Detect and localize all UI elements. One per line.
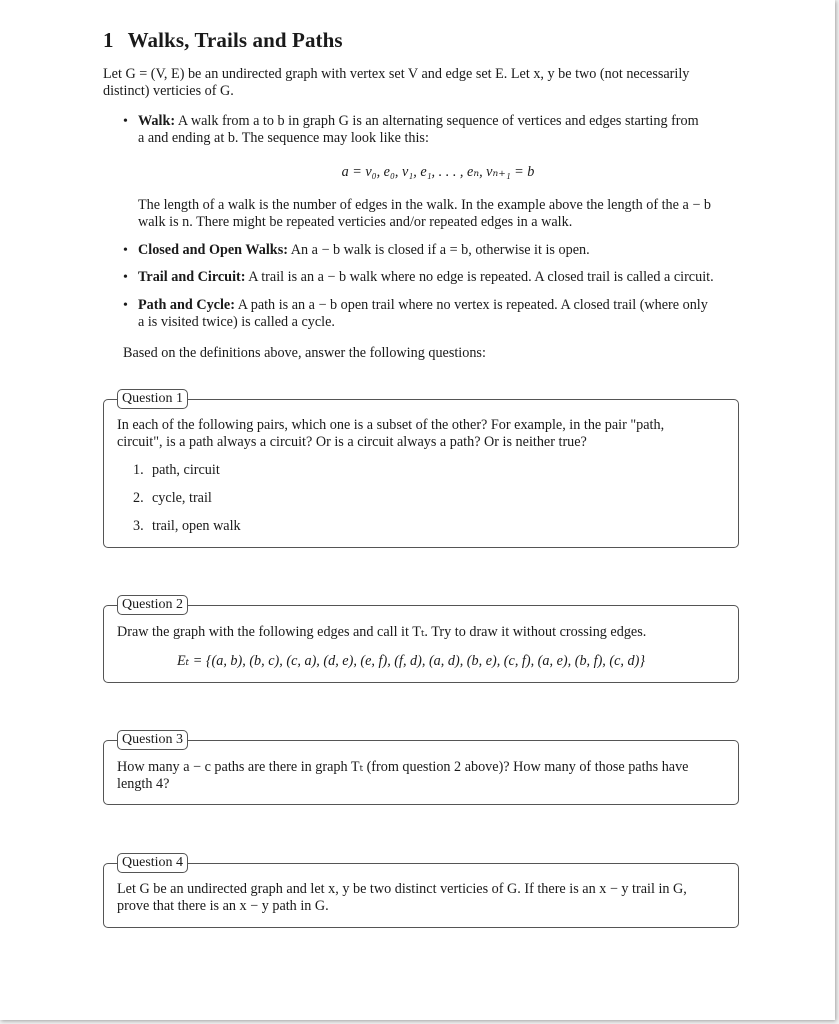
question-1-label: Question 1 <box>117 389 188 409</box>
question-1-line-1: In each of the following pairs, which one is a subset of the other? For example, in the pair "path, <box>117 417 665 433</box>
question-1-item-3: trail, open walk <box>152 518 241 534</box>
path-cycle-term: Path and Cycle: <box>138 297 235 313</box>
questions-prompt: Based on the definitions above, answer the following questions: <box>123 345 486 361</box>
bullet-closed-open: • <box>123 243 128 258</box>
section-title: Walks, Trails and Paths <box>127 28 343 52</box>
intro-line-1: Let G = (V, E) be an undirected graph with vertex set V and edge set E. Let x, y be two (not necessarily <box>103 66 690 82</box>
bullet-path-cycle: • <box>123 298 128 313</box>
intro-line-2: distinct) verticies of G. <box>103 83 234 99</box>
question-1-item-1-number: 1. <box>133 462 144 478</box>
walk-definition-line-2: a and ending at b. The sequence may look like this: <box>138 130 429 146</box>
question-3-line-2: length 4? <box>117 776 170 792</box>
question-1-item-3-number: 3. <box>133 518 144 534</box>
question-4-line-1: Let G be an undirected graph and let x, y be two distinct verticies of G. If there is an x − y trail in G, <box>117 881 687 897</box>
path-cycle-definition-line-1 <box>138 297 708 314</box>
path-cycle-definition-line-2: a is visited twice) is called a cycle. <box>138 314 335 330</box>
question-1-item-2: cycle, trail <box>152 490 212 506</box>
walk-text-1: A walk from a to b in graph G is an alternating sequence of vertices and edges starting from <box>177 113 699 129</box>
question-4-line-2: prove that there is an x − y path in G. <box>117 898 329 914</box>
path-cycle-text-1: A path is an a − b open trail where no vertex is repeated. A closed trail (where only <box>237 297 708 313</box>
closed-open-definition <box>138 242 590 259</box>
closed-open-term: Closed and Open Walks: <box>138 242 288 258</box>
question-2-formula: Eₜ = {(a, b), (b, c), (c, a), (d, e), (e, f), (f, d), (a, d), (b, e), (c, f), (a, e), (b, f), (c, d)} <box>177 653 645 669</box>
question-1-line-2: circuit", is a path always a circuit? Or is a circuit always a path? Or is neither true? <box>117 434 587 450</box>
question-1-item-2-number: 2. <box>133 490 144 506</box>
trail-circuit-term: Trail and Circuit: <box>138 269 246 285</box>
question-2-box <box>103 605 739 683</box>
question-2-label: Question 2 <box>117 595 188 615</box>
walk-definition-line-1 <box>138 113 699 130</box>
question-3-line-1: How many a − c paths are there in graph Tₜ (from question 2 above)? How many of those paths have <box>117 759 689 775</box>
question-3-label: Question 3 <box>117 730 188 750</box>
question-1-item-1: path, circuit <box>152 462 220 478</box>
section-number: 1 <box>103 28 114 52</box>
walk-term: Walk: <box>138 113 176 129</box>
trail-circuit-definition <box>138 269 714 286</box>
walk-formula: a = v₀, e₀, v₁, e₁, . . . , eₙ, vₙ₊₁ = b <box>341 164 535 180</box>
bullet-walk: • <box>123 114 128 129</box>
bullet-trail-circuit: • <box>123 270 128 285</box>
walk-definition-line-4: walk is n. There might be repeated verticies and/or repeated edges in a walk. <box>138 214 573 230</box>
section-heading <box>103 28 343 53</box>
question-2-line-1: Draw the graph with the following edges and call it Tₜ. Try to draw it without crossing edges. <box>117 624 647 640</box>
closed-open-text: An a − b walk is closed if a = b, otherwise it is open. <box>290 242 590 258</box>
walk-definition-line-3: The length of a walk is the number of edges in the walk. In the example above the length of the a − b <box>138 197 711 213</box>
question-4-label: Question 4 <box>117 853 188 873</box>
trail-circuit-text: A trail is an a − b walk where no edge is repeated. A closed trail is called a circuit. <box>248 269 714 285</box>
